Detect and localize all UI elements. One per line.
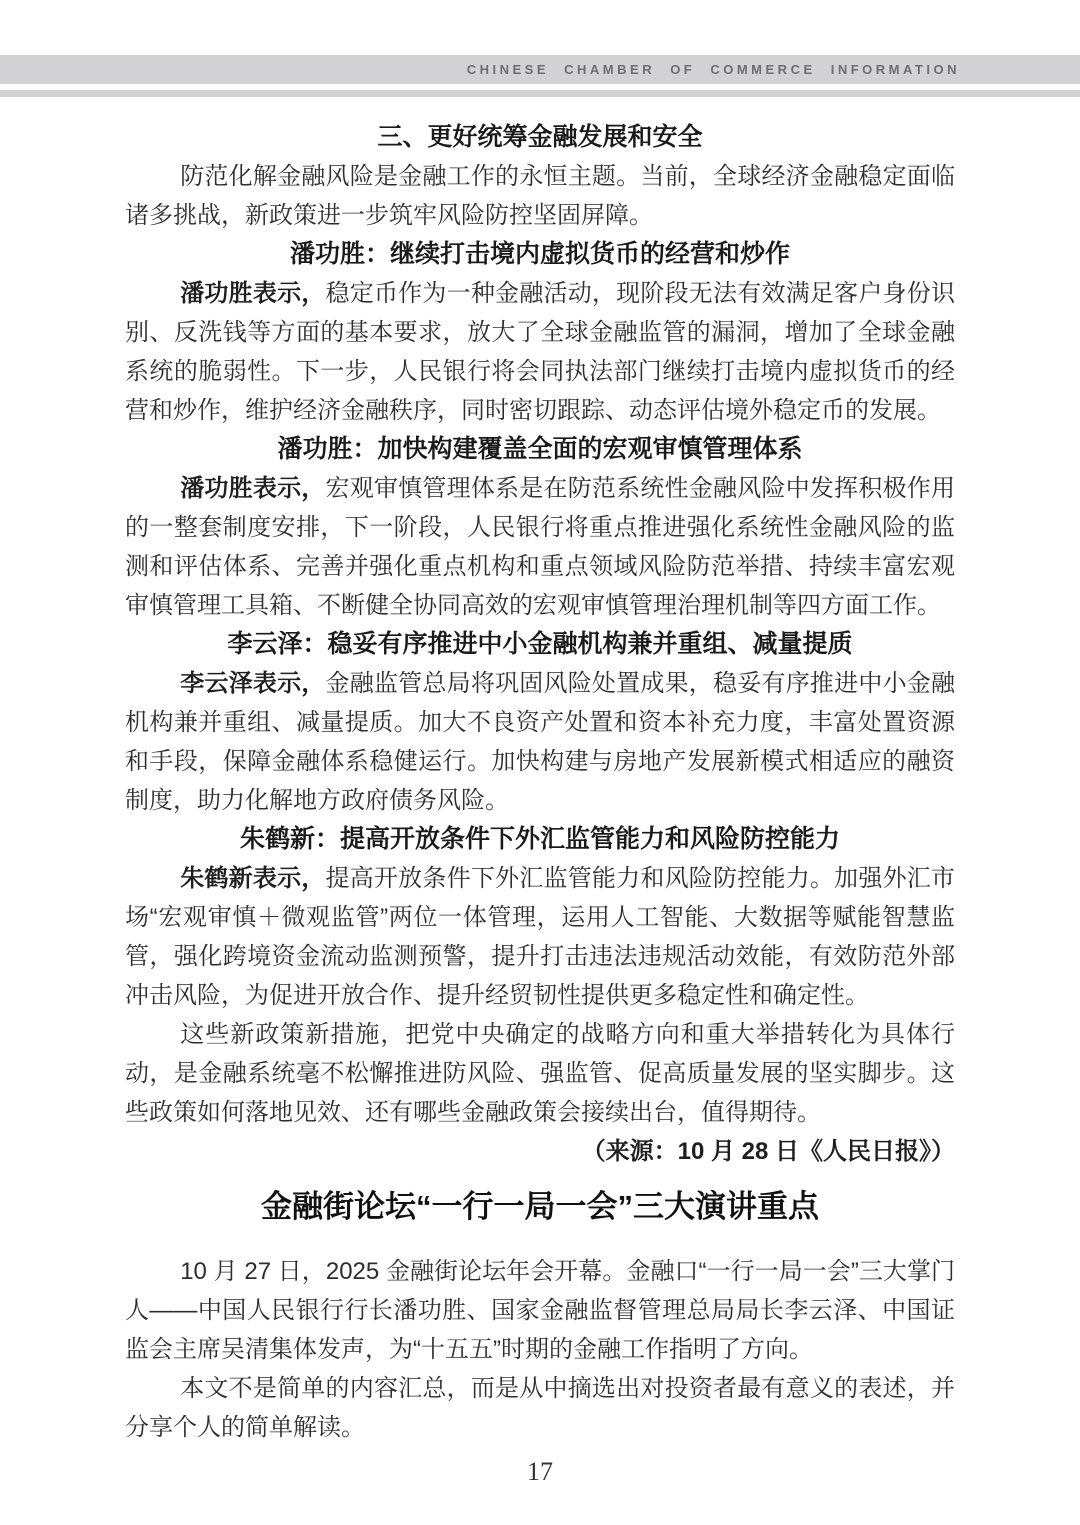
paragraph-text: 提高开放条件下外汇监管能力和风险防控能力。加强外汇市场“宏观审慎＋微观监管”两位一体管理，运用人工智能、大数据等赋能智慧监管，强化跨境资金流动监测预警，提升打击违法违规活动效能，有效防范外部冲击风险，为促进开放合作、提升经贸韧性提供更多稳定性和确定性。	[125, 865, 956, 1009]
article2-paragraph-1	[125, 1252, 955, 1369]
paragraph-text: 金融监管总局将巩固风险处置成果，稳妥有序推进中小金融机构兼并重组、减量提质。加大不良资产处置和资本补充力度，丰富处置资源和手段，保障金融体系稳健运行。加快构建与房地产发展新模式相适应的融资制度，助力化解地方政府债务风险。	[125, 670, 956, 814]
header-divider	[0, 90, 1080, 97]
article1-heading-pan-2: 潘功胜：加快构建覆盖全面的宏观审慎管理体系	[277, 435, 803, 463]
paragraph-text: 宏观审慎管理体系是在防范系统性金融风险中发挥积极作用的一整套制度安排，下一阶段，人民银行将重点推进强化系统性金融风险的监测和评估体系、完善并强化重点机构和重点领域风险防范举措、持续丰富宏观审慎管理工具箱、不断健全协同高效的宏观审慎管理治理机制等四方面工作。	[125, 475, 956, 619]
article2-title: 金融街论坛“一行一局一会”三大演讲重点	[261, 1189, 819, 1224]
speaker-lead: 朱鹤新表示，	[180, 865, 326, 892]
article1-heading-pan-1: 潘功胜：继续打击境内虚拟货币的经营和炒作	[289, 240, 790, 268]
article1-section-title: 三、更好统筹金融发展和安全	[377, 123, 703, 151]
article2-paragraph-2	[125, 1369, 955, 1447]
speaker-lead: 潘功胜表示，	[180, 280, 326, 307]
header-banner	[0, 55, 1080, 84]
article1-paragraph-li	[125, 664, 955, 820]
paragraph-text: 这些新政策新措施，把党中央确定的战略方向和重大举措转化为具体行动，是金融系统毫不松懈推进防风险、强监管、促高质量发展的坚实脚步。这些政策如何落地见效、还有哪些金融政策会接续出台，值得期待。	[125, 1021, 955, 1126]
page-number: 17	[527, 1457, 553, 1486]
header-banner-text: CHINESE CHAMBER OF COMMERCE INFORMATION	[466, 62, 960, 77]
source-reference: （来源：10 月 28 日《人民日报》）	[581, 1138, 955, 1165]
speaker-lead: 李云泽表示，	[180, 670, 326, 697]
page-content	[125, 118, 955, 1447]
paragraph-text: 本文不是简单的内容汇总，而是从中摘选出对投资者最有意义的表述，并分享个人的简单解读。	[125, 1375, 955, 1441]
article1-heading-li: 李云泽：稳妥有序推进中小金融机构兼并重组、减量提质	[227, 630, 853, 658]
paragraph-text: 防范化解金融风险是金融工作的永恒主题。当前，全球经济金融稳定面临诸多挑战，新政策进一步筑牢风险防控坚固屏障。	[125, 163, 955, 229]
article1-paragraph-zhu	[125, 859, 955, 1015]
article1-intro-paragraph	[125, 157, 955, 235]
paragraph-text: 稳定币作为一种金融活动，现阶段无法有效满足客户身份识别、反洗钱等方面的基本要求，放大了全球金融监管的漏洞，增加了全球金融系统的脆弱性。下一步，人民银行将会同执法部门继续打击境内虚拟货币的经营和炒作，维护经济金融秩序，同时密切跟踪、动态评估境外稳定币的发展。	[125, 280, 956, 424]
paragraph-text: 10 月 27 日，2025 金融街论坛年会开幕。金融口“一行一局一会”三大掌门人——中国人民银行行长潘功胜、国家金融监督管理总局局长李云泽、中国证监会主席吴清集体发声，为“十五五”时期的金融工作指明了方向。	[125, 1258, 955, 1363]
article1-paragraph-pan-2	[125, 469, 955, 625]
speaker-lead: 潘功胜表示，	[180, 475, 326, 502]
article1-heading-zhu: 朱鹤新：提高开放条件下外汇监管能力和风险防控能力	[239, 825, 840, 853]
article1-closing-paragraph	[125, 1015, 955, 1165]
article1-paragraph-pan-1	[125, 274, 955, 430]
